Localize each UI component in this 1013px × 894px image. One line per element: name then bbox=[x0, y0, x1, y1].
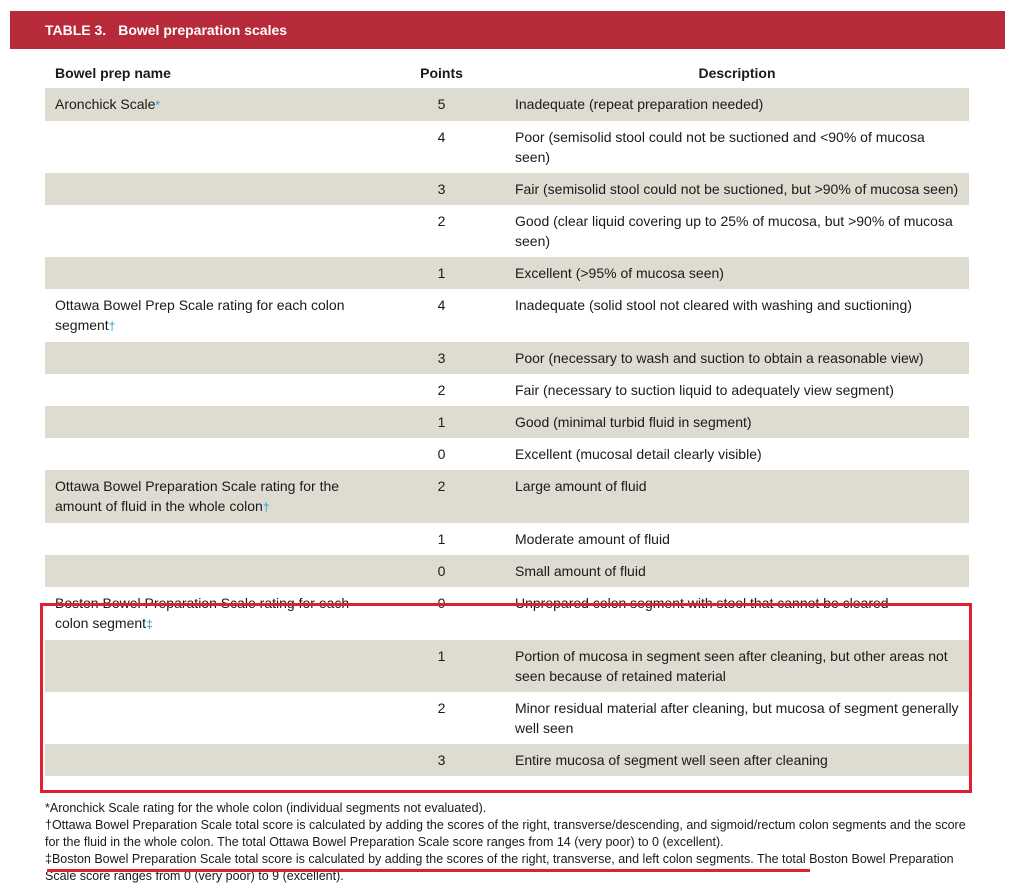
cell-scale-name bbox=[45, 555, 379, 587]
cell-description: Portion of mucosa in segment seen after cleaning, but other areas not seen because of retained material bbox=[494, 640, 969, 692]
cell-scale-name bbox=[45, 257, 379, 289]
cell-points: 3 bbox=[379, 744, 494, 776]
footnote-mark: † bbox=[108, 319, 116, 333]
cell-points: 1 bbox=[437, 531, 446, 547]
cell-scale-name bbox=[45, 121, 379, 173]
cell-points: 4 bbox=[437, 297, 446, 313]
cell-description: Good (minimal turbid fluid in segment) bbox=[494, 406, 969, 438]
cell-points: 0 bbox=[437, 446, 446, 462]
table-row bbox=[45, 640, 969, 692]
cell-description: Moderate amount of fluid bbox=[515, 531, 670, 547]
table-row bbox=[45, 173, 969, 205]
cell-points: 1 bbox=[379, 257, 494, 289]
cell-points: 3 bbox=[379, 173, 494, 205]
table-row bbox=[45, 692, 969, 744]
footnote-mark: † bbox=[262, 500, 270, 514]
scale-name-text: Ottawa Bowel Prep Scale rating for each colon segment bbox=[55, 297, 345, 333]
cell-points: 0 bbox=[379, 555, 494, 587]
table-row bbox=[45, 555, 969, 587]
table-row bbox=[45, 744, 969, 776]
cell-scale-name bbox=[45, 470, 379, 523]
cell-description: Poor (necessary to wash and suction to obtain a reasonable view) bbox=[494, 342, 969, 374]
table-row bbox=[45, 289, 969, 342]
cell-description: Inadequate (solid stool not cleared with washing and suctioning) bbox=[515, 297, 912, 313]
table-row bbox=[45, 438, 969, 470]
cell-points: 4 bbox=[437, 129, 446, 145]
cell-scale-name bbox=[45, 205, 379, 257]
table-title: Bowel preparation scales bbox=[118, 22, 288, 38]
footnote-mark: ‡ bbox=[146, 617, 153, 631]
table-row bbox=[45, 88, 969, 121]
table-row bbox=[45, 523, 969, 555]
cell-description: Inadequate (repeat preparation needed) bbox=[494, 88, 969, 121]
cell-description: Unprepared colon segment with stool that cannot be cleared bbox=[515, 595, 889, 611]
cell-points: 3 bbox=[379, 342, 494, 374]
cell-description: Good (clear liquid covering up to 25% of mucosa, but >90% of mucosa seen) bbox=[515, 213, 953, 249]
cell-description: Fair (semisolid stool could not be suctioned, but >90% of mucosa seen) bbox=[494, 173, 969, 205]
table-row bbox=[45, 121, 969, 173]
footnote-ottawa: †Ottawa Bowel Preparation Scale total score is calculated by adding the scores of the right, transverse/descending, and sigmoid/rectum colon segments and the score for the fluid in the whole colon. The total Ottawa Bowel Preparation Scale score ranges from 14 (very poor) to 0 (excellent). bbox=[45, 818, 966, 849]
cell-points: 1 bbox=[379, 406, 494, 438]
footnote-mark: * bbox=[155, 98, 161, 112]
cell-description: Large amount of fluid bbox=[494, 470, 969, 523]
table-row bbox=[45, 587, 969, 640]
table-header-row bbox=[45, 57, 969, 88]
cell-points: 2 bbox=[379, 470, 494, 523]
table-row bbox=[45, 342, 969, 374]
cell-points: 5 bbox=[379, 88, 494, 121]
table-row bbox=[45, 257, 969, 289]
cell-scale-name bbox=[45, 88, 379, 121]
bowel-prep-table bbox=[45, 57, 969, 776]
cell-points: 2 bbox=[437, 382, 446, 398]
cell-description: Small amount of fluid bbox=[494, 555, 969, 587]
footnote-boston: ‡Boston Bowel Preparation Scale total score is calculated by adding the scores of the right, transverse, and left colon segments. The total Boston Bowel Preparation Scale score ranges from 0 (very poor) to 9 (excellent). bbox=[45, 852, 954, 883]
cell-scale-name bbox=[45, 406, 379, 438]
cell-points: 2 bbox=[437, 700, 446, 716]
cell-points: 1 bbox=[379, 640, 494, 692]
scale-name-text: Aronchick Scale bbox=[55, 96, 156, 112]
cell-description: Entire mucosa of segment well seen after cleaning bbox=[494, 744, 969, 776]
cell-scale-name bbox=[45, 289, 379, 342]
scale-name-text: Ottawa Bowel Preparation Scale rating for the amount of fluid in the whole colon bbox=[55, 478, 340, 514]
column-header-name: Bowel prep name bbox=[55, 65, 171, 81]
cell-scale-name bbox=[45, 744, 379, 776]
column-header-description: Description bbox=[698, 65, 776, 81]
table-body bbox=[45, 88, 969, 776]
table-row bbox=[45, 470, 969, 523]
cell-scale-name bbox=[45, 640, 379, 692]
cell-scale-name bbox=[45, 692, 379, 744]
cell-description: Fair (necessary to suction liquid to adequately view segment) bbox=[515, 382, 894, 398]
table-row bbox=[45, 205, 969, 257]
column-header-points: Points bbox=[420, 65, 463, 81]
cell-points: 0 bbox=[437, 595, 446, 611]
table-row bbox=[45, 374, 969, 406]
footnote-aronchick: *Aronchick Scale rating for the whole colon (individual segments not evaluated). bbox=[45, 801, 487, 815]
table-title-bar bbox=[10, 11, 1005, 49]
cell-scale-name bbox=[45, 523, 379, 555]
cell-scale-name bbox=[45, 587, 379, 640]
cell-description: Minor residual material after cleaning, but mucosa of segment generally well seen bbox=[515, 700, 959, 736]
cell-points: 2 bbox=[437, 213, 446, 229]
cell-description: Excellent (>95% of mucosa seen) bbox=[494, 257, 969, 289]
table-row bbox=[45, 406, 969, 438]
footnotes bbox=[45, 800, 975, 885]
cell-description: Excellent (mucosal detail clearly visible) bbox=[515, 446, 762, 462]
cell-scale-name bbox=[45, 438, 379, 470]
cell-scale-name bbox=[45, 374, 379, 406]
underline-annotation bbox=[47, 869, 810, 872]
cell-scale-name bbox=[45, 173, 379, 205]
cell-scale-name bbox=[45, 342, 379, 374]
table-number: TABLE 3. bbox=[45, 22, 107, 38]
scale-name-text: Boston Bowel Preparation Scale rating for each colon segment bbox=[55, 595, 350, 631]
cell-description: Poor (semisolid stool could not be suctioned and <90% of mucosa seen) bbox=[515, 129, 925, 165]
